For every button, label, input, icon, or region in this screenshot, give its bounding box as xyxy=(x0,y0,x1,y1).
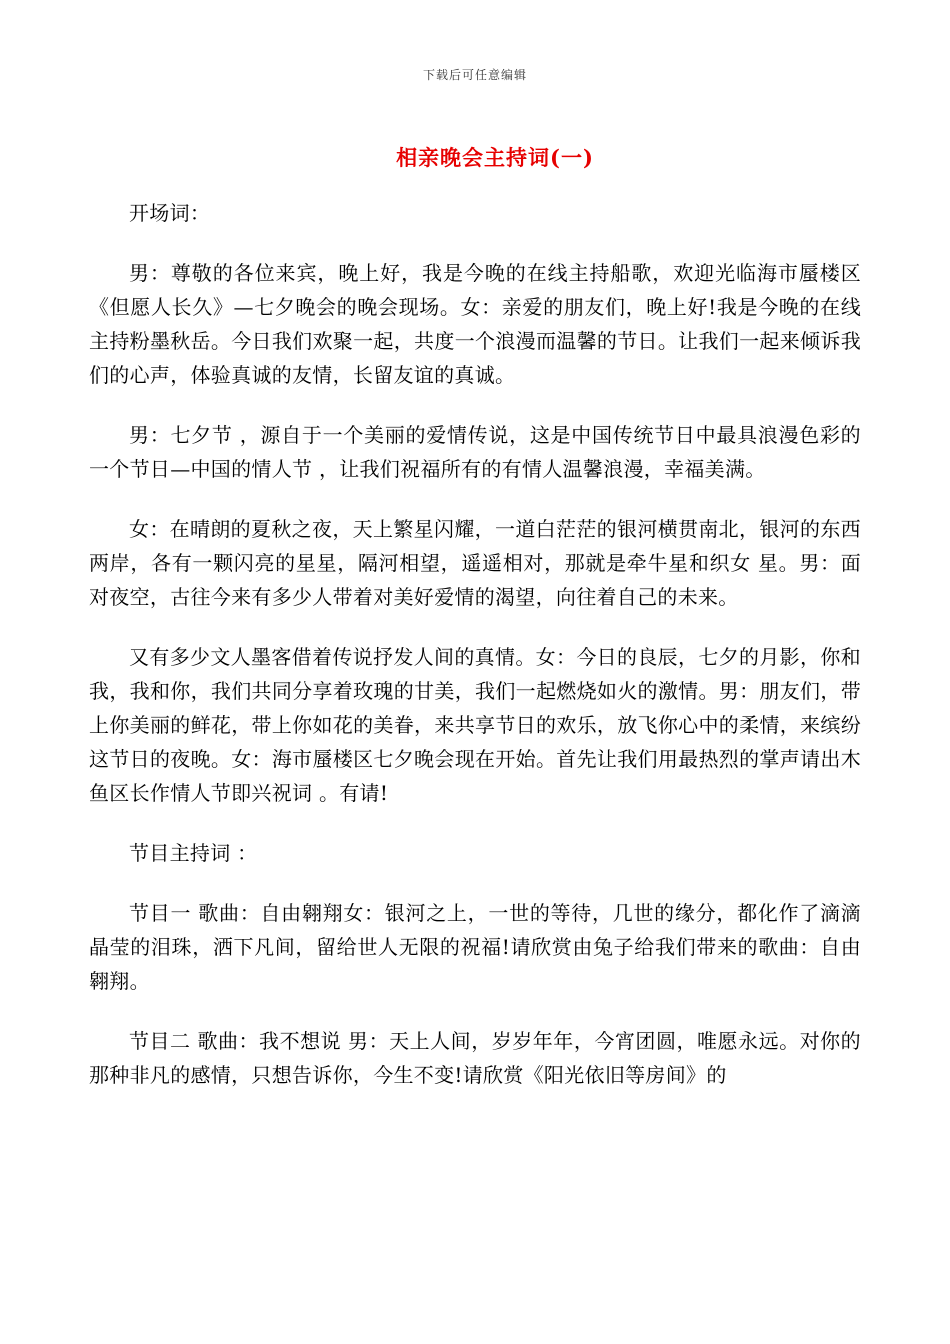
paragraph-opening-label: 开场词： xyxy=(129,201,211,225)
paragraph: 女：在晴朗的夏秋之夜，天上繁星闪耀，一道白茫茫的银河横贯南北，银河的东西两岸，各有一颗闪亮的星星，隔河相望，遥遥相对，那就是牵牛星和织女 星。男：面对夜空，古往今来有多少人带着对美好爱情的渴望，向往着自己的未来。 xyxy=(89,517,861,609)
paragraph: 又有多少文人墨客借着传说抒发人间的真情。女：今日的良辰，七夕的月影，你和我，我和你，我们共同分享着玫瑰的甘美，我们一起燃烧如火的激情。男：朋友们，带上你美丽的鲜花，带上你如花的美眷，来共享节日的欢乐，放飞你心中的柔情，来缤纷这节日的夜晚。女：海市蜃楼区七夕晚会现在开始。首先让我们用最热烈的掌声请出木鱼区长作情人节即兴祝词 。有请! xyxy=(89,645,861,805)
paragraph: 节目二 歌曲：我不想说 男：天上人间，岁岁年年，今宵团圆，唯愿永远。对你的那种非凡的感情，只想告诉你，今生不变!请欣赏《阳光依旧等房间》的 xyxy=(89,1029,861,1087)
paragraph: 节目一 歌曲：自由翱翔女：银河之上，一世的等待，几世的缘分，都化作了滴滴晶莹的泪珠，洒下凡间，留给世人无限的祝福!请欣赏由兔子给我们带来的歌曲：自由翱翔。 xyxy=(89,901,861,993)
paragraph-program-label: 节目主持词 ： xyxy=(129,841,258,865)
paragraph: 男：七夕节 ，源自于一个美丽的爱情传说，这是中国传统节日中最具浪漫色彩的一个节日—中国的情人节 ，让我们祝福所有的有情人温馨浪漫，幸福美满。 xyxy=(89,423,861,481)
document-body xyxy=(89,196,861,1118)
document-title: 相亲晚会主持词(一) xyxy=(396,145,594,170)
paragraph: 男：尊敬的各位来宾，晚上好，我是今晚的在线主持船歌，欢迎光临海市蜃楼区《但愿人长久》—七夕晚会的晚会现场。女：亲爱的朋友们，晚上好!我是今晚的在线主持粉墨秋岳。今日我们欢聚一起，共度一个浪漫而温馨的节日。让我们一起来倾诉我们的心声，体验真诚的友情，长留友谊的真诚。 xyxy=(89,261,861,387)
page-header: 下载后可任意编辑 xyxy=(422,68,527,82)
